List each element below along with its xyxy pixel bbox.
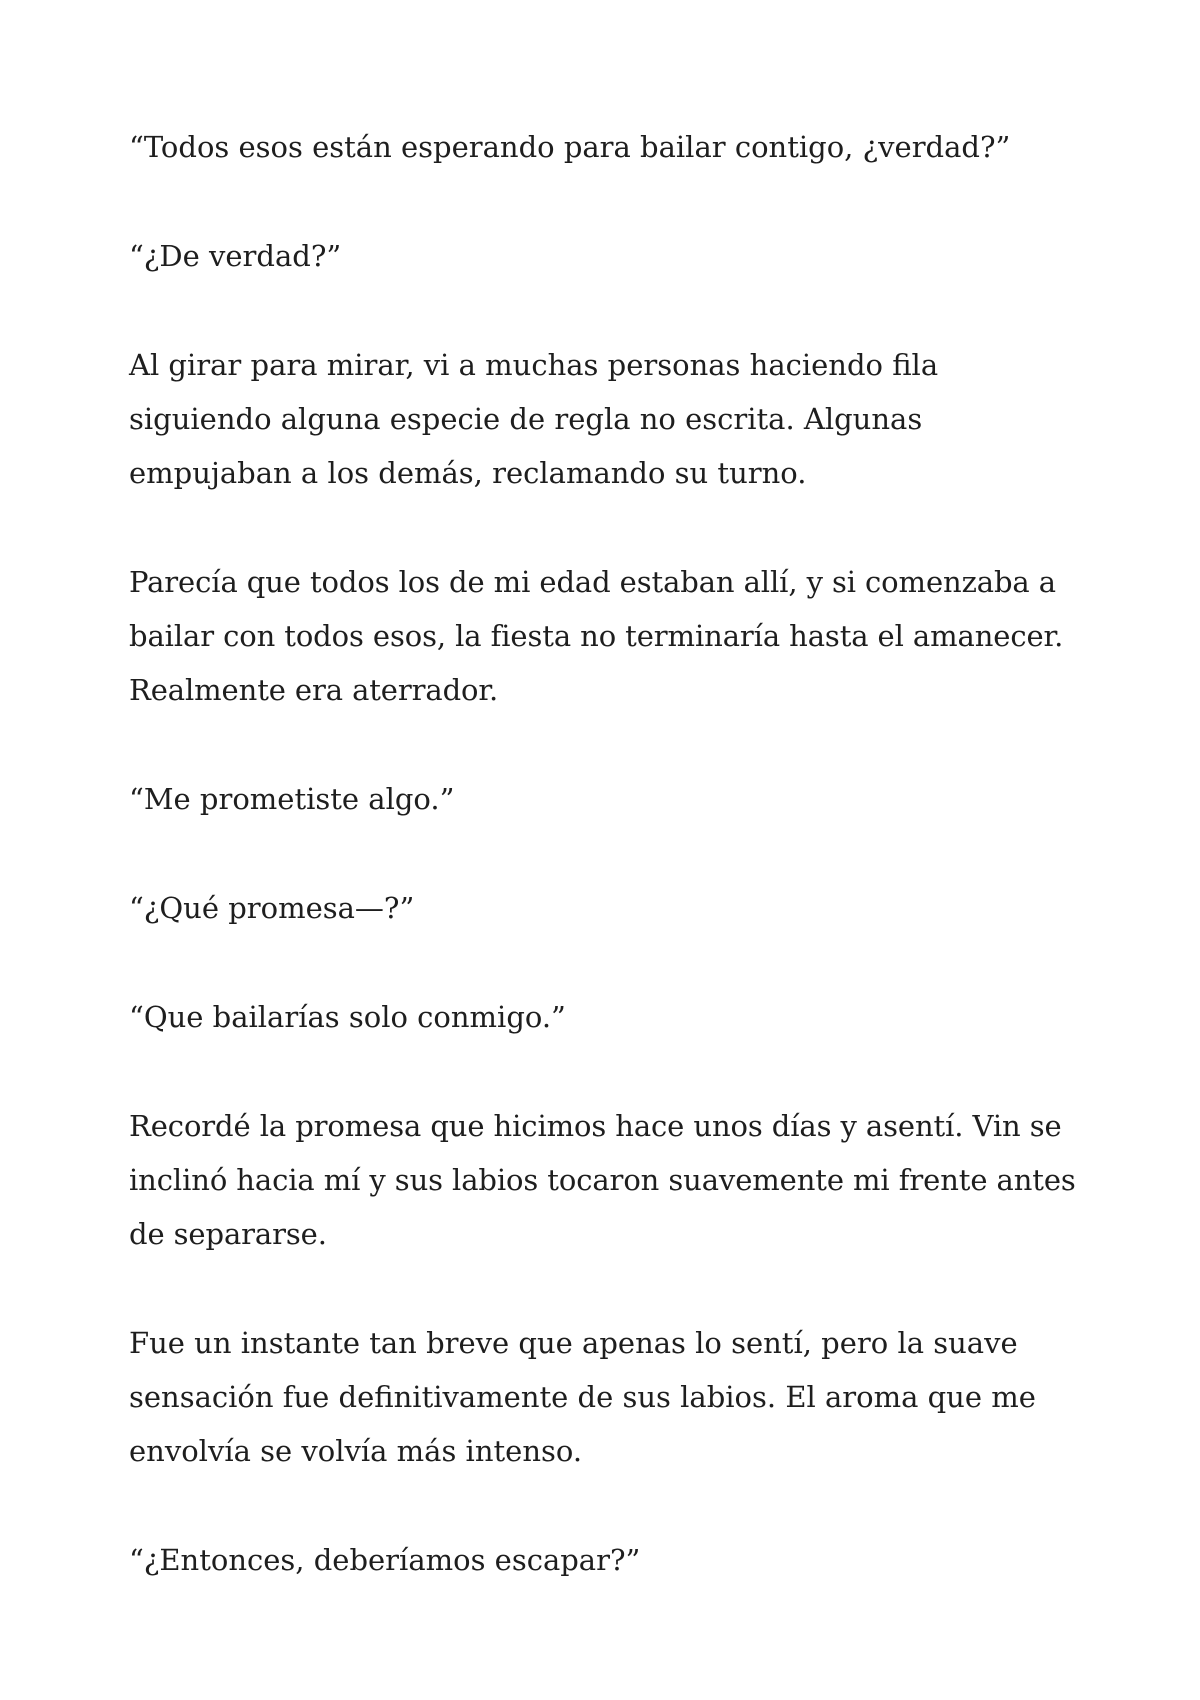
paragraph-10: “¿Entonces, deberíamos escapar?” [129,1543,641,1577]
body-text [129,120,1089,1642]
paragraph-1: “Todos esos están esperando para bailar contigo, ¿verdad?” [129,130,1011,164]
paragraph-9: Fue un instante tan breve que apenas lo sentí, pero la suave sensación fue definitivamente de sus labios. El aroma que me envolvía se volvía más intenso. [129,1326,1036,1468]
paragraph-2: “¿De verdad?” [129,239,342,273]
paragraph-6: “¿Qué promesa—?” [129,891,415,925]
paragraph-8: Recordé la promesa que hicimos hace unos días y asentí. Vin se inclinó hacia mí y sus labios tocaron suavemente mi frente antes de separarse. [129,1109,1076,1251]
paragraph-3: Al girar para mirar, vi a muchas personas haciendo fila siguiendo alguna especie de regla no escrita. Algunas empujaban a los demás, reclamando su turno. [129,348,939,490]
paragraph-4: Parecía que todos los de mi edad estaban allí, y si comenzaba a bailar con todos esos, la fiesta no terminaría hasta el amanecer. Realmente era aterrador. [129,565,1064,707]
paragraph-7: “Que bailarías solo conmigo.” [129,1000,566,1034]
paragraph-5: “Me prometiste algo.” [129,782,455,816]
